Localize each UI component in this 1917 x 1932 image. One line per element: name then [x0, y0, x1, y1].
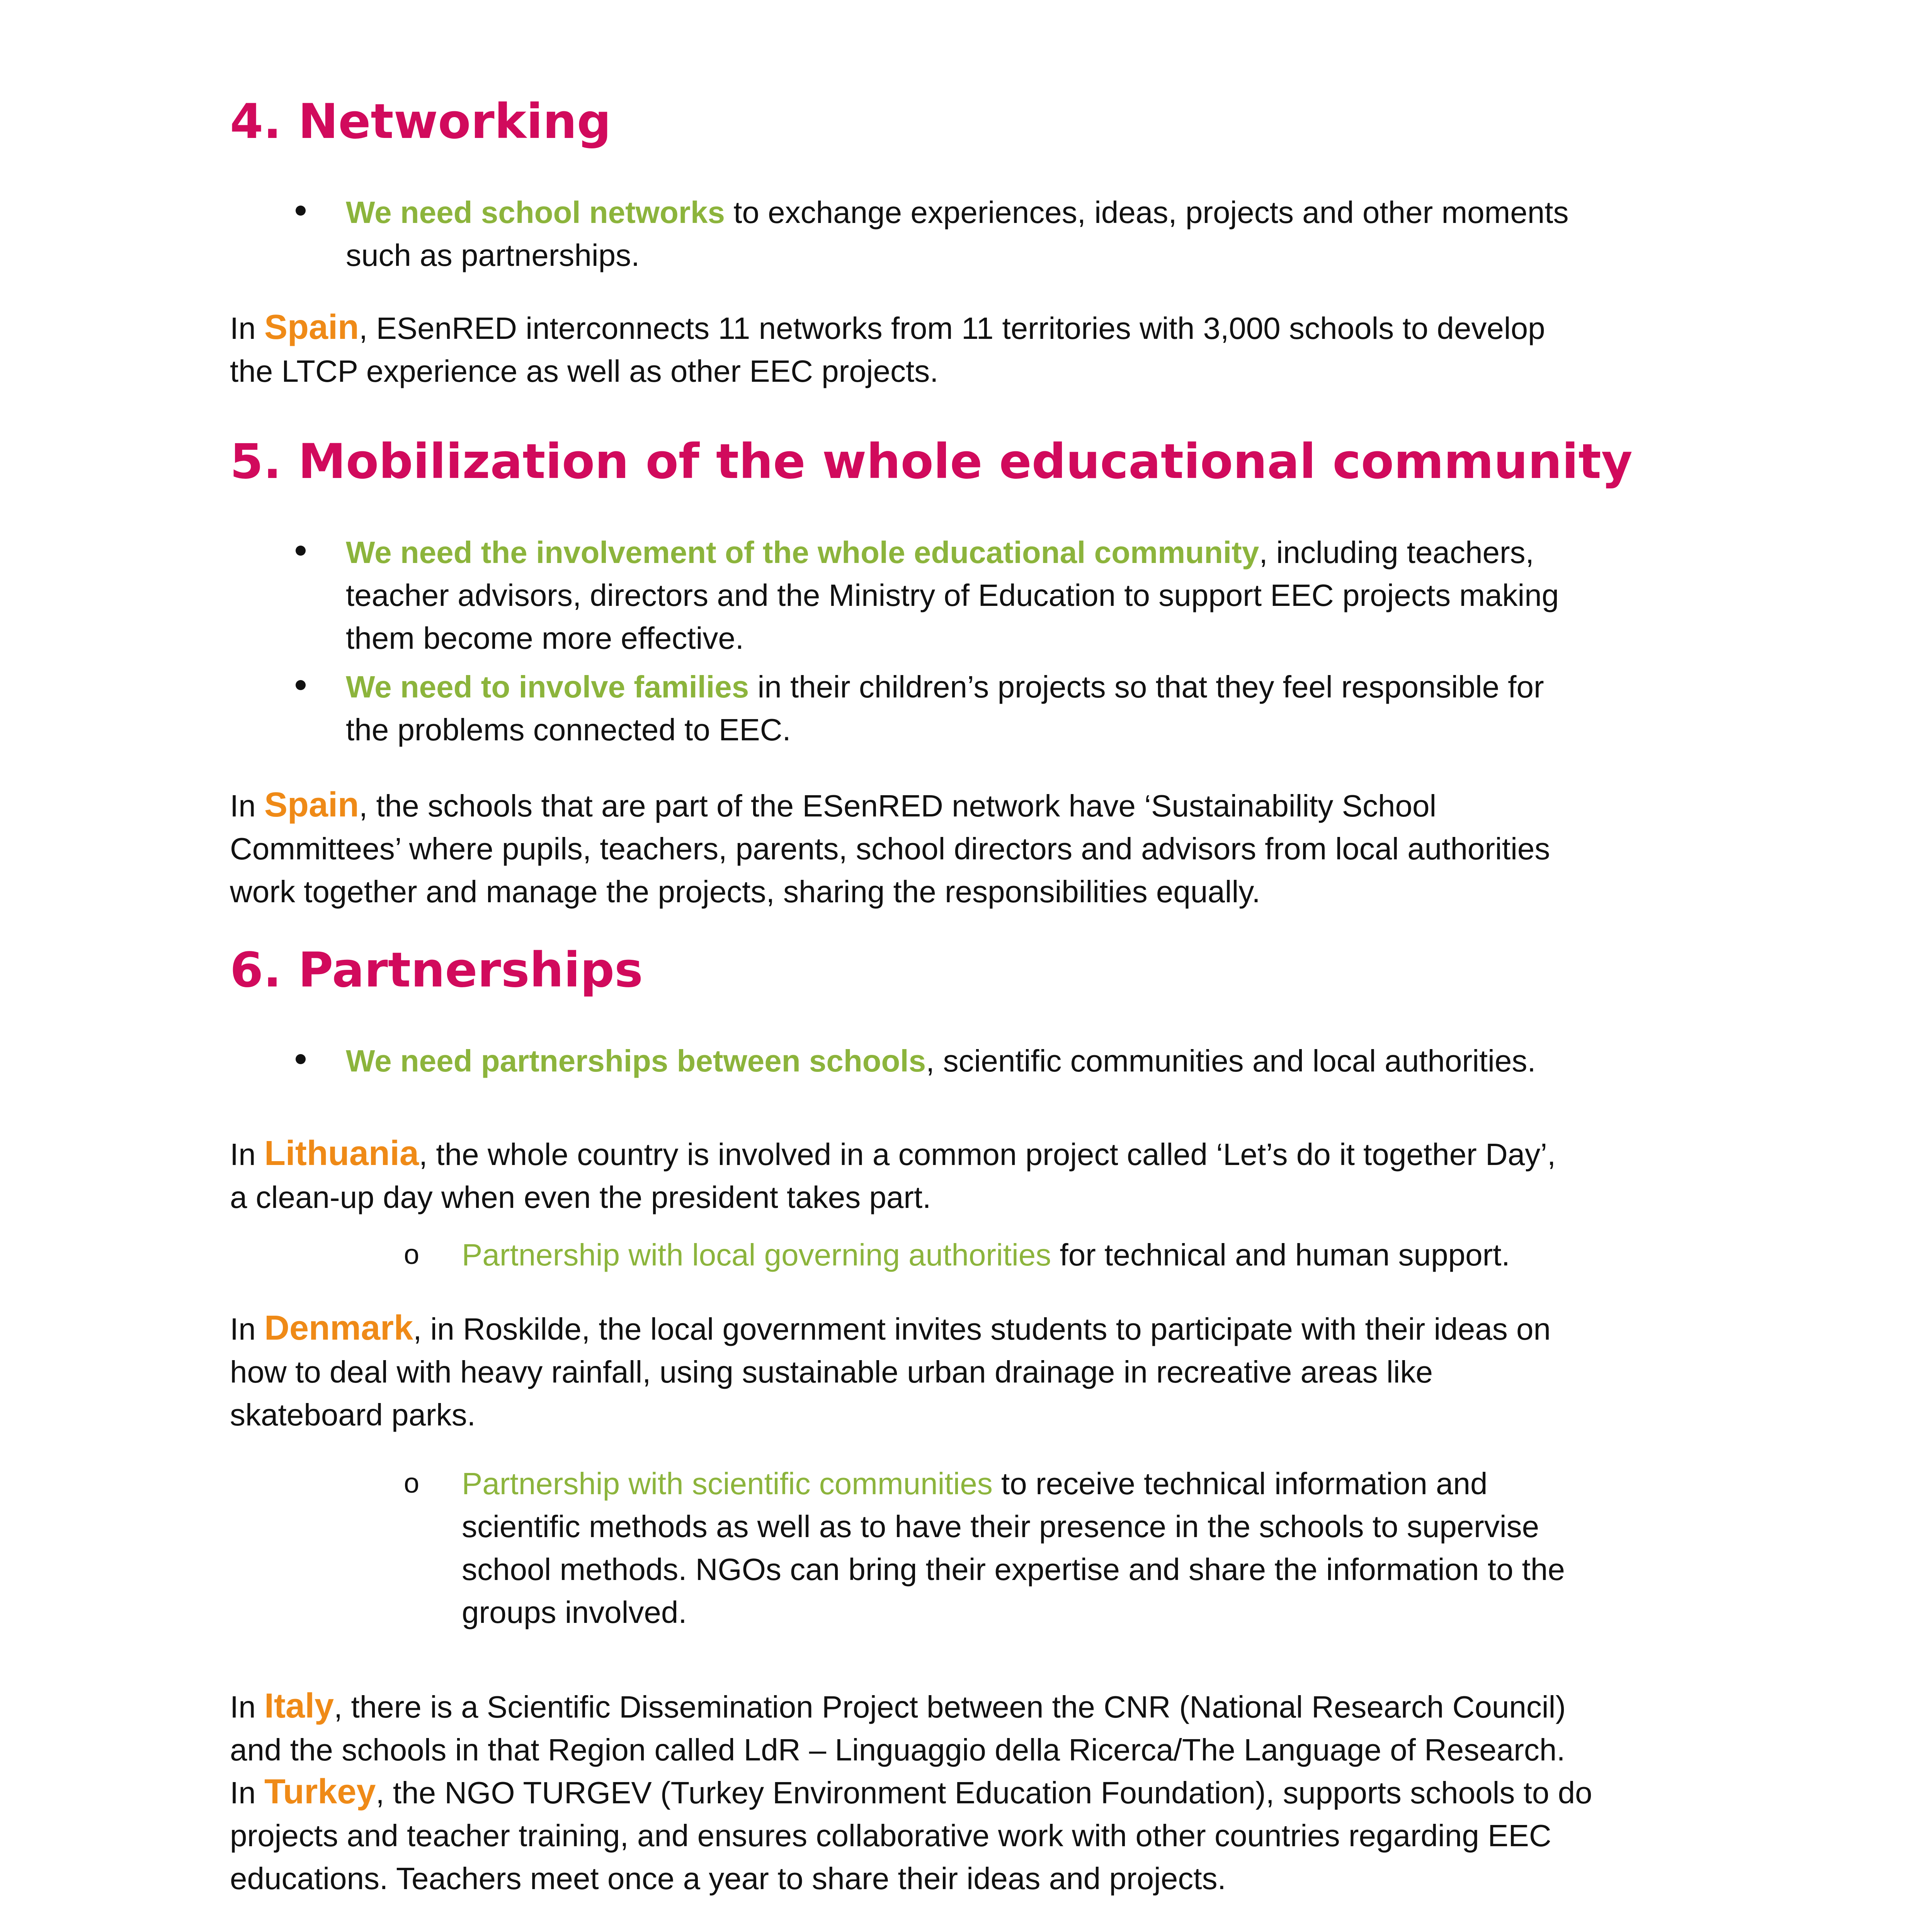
- paragraph-lithuania: In Lithuania, the whole country is involved in a common project called ‘Let’s do it together Day’, a clean-up day when even the president takes part.: [230, 1134, 1556, 1214]
- country-spain: Spain: [264, 308, 359, 347]
- paragraph-italy: In Italy, there is a Scientific Dissemination Project between the CNR (National Research Council) and the schools in that Region called LdR – Linguaggio della Ricerca/The Language of Research.: [230, 1687, 1566, 1767]
- highlight-lead: Partnership with scientific communities: [462, 1466, 993, 1501]
- section-heading-mobilization: 5. Mobilization of the whole educational community: [230, 434, 1633, 490]
- subbullet-text: Partnership with local governing authorities for technical and human support.: [462, 1238, 1510, 1272]
- bullet-text: We need school networks to exchange experiences, ideas, projects and other moments such as partnerships.: [346, 195, 1569, 272]
- circle-bullet-icon: o: [404, 1468, 420, 1499]
- bullet-text: We need the involvement of the whole educational community, including teachers, teacher advisors, directors and the Ministry of Education to support EEC projects making them become more effective.: [346, 535, 1559, 655]
- section-heading-partnerships: 6. Partnerships: [230, 942, 643, 998]
- paragraph-denmark: In Denmark, in Roskilde, the local government invites students to participate with their ideas on how to deal with heavy rainfall, using sustainable urban drainage in recreative areas like skateboard parks.: [230, 1309, 1551, 1432]
- highlight-lead: We need to involve families: [346, 670, 749, 704]
- bullet-text: We need partnerships between schools, scientific communities and local authorities.: [346, 1044, 1536, 1078]
- highlight-lead: Partnership with local governing authorities: [462, 1238, 1051, 1272]
- country-lithuania: Lithuania: [264, 1134, 419, 1173]
- highlight-lead: We need partnerships between schools: [346, 1044, 926, 1078]
- bullet-text: We need to involve families in their children’s projects so that they feel responsible for the problems connected to EEC.: [346, 670, 1544, 747]
- highlight-lead: We need school networks: [346, 195, 725, 230]
- paragraph-turkey: In Turkey, the NGO TURGEV (Turkey Environment Education Foundation), supports schools to do projects and teacher training, and ensures collaborative work with other countries regarding EEC educations. Teachers meet once a year to share their ideas and projects.: [230, 1772, 1592, 1896]
- paragraph-spain-committees: In Spain, the schools that are part of the ESenRED network have ‘Sustainability School Committees’ where pupils, teachers, parents, school directors and advisors from local authorities work together and manage the projects, sharing the responsibilities equally.: [230, 786, 1550, 909]
- bullet-icon: [296, 680, 306, 690]
- bullet-text: [346, 1930, 1698, 1932]
- country-denmark: Denmark: [264, 1309, 413, 1347]
- country-turkey: Turkey: [264, 1772, 376, 1811]
- paragraph-spain-networks: In Spain, ESenRED interconnects 11 networks from 11 territories with 3,000 schools to develop the LTCP experience as well as other EEC projects.: [230, 308, 1545, 388]
- section-heading-networking: 4. Networking: [230, 94, 611, 150]
- bullet-icon: [296, 1054, 306, 1064]
- country-spain: Spain: [264, 786, 359, 824]
- bullet-icon: [296, 206, 306, 216]
- country-italy: Italy: [264, 1687, 334, 1725]
- highlight-lead: We need the involvement of the whole educational community: [346, 535, 1259, 570]
- circle-bullet-icon: o: [404, 1239, 420, 1270]
- bullet-icon: [296, 546, 306, 556]
- subbullet-text: Partnership with scientific communities to receive technical information and scientific methods as well as to have their presence in the schools to supervise school methods. NGOs can bring their expertise and share the information to the groups involved.: [462, 1466, 1565, 1629]
